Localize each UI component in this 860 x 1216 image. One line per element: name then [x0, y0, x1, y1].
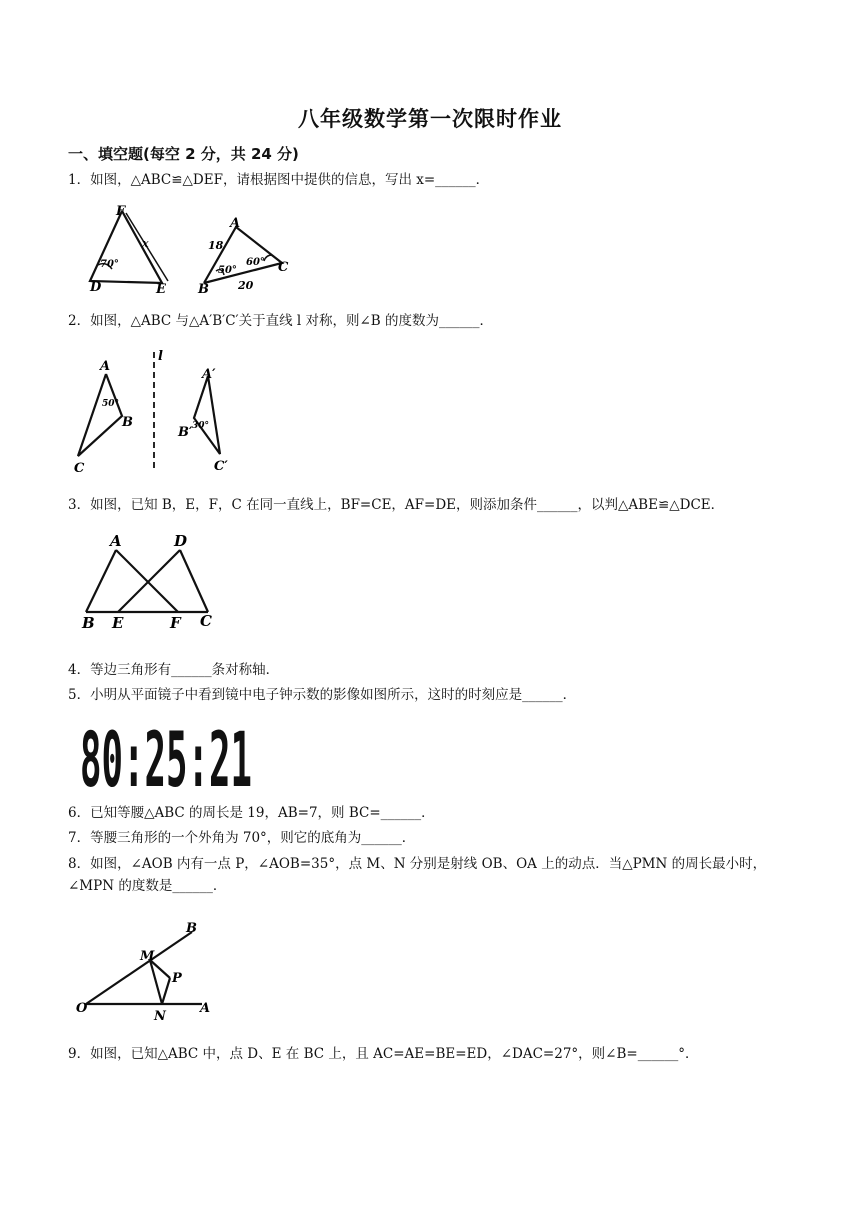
fig1-side-bc: 20: [238, 279, 254, 292]
figure-8: [74, 918, 214, 1022]
fig8-label-B: B: [186, 921, 197, 936]
fig3-label-D: D: [174, 532, 188, 550]
fig1-angle-c: 60°: [246, 257, 265, 268]
page-title: 八年级数学第一次限时作业: [298, 107, 562, 131]
question-5: 5．小明从平面镜子中看到镜中电子钟示数的影像如图所示，这时的时刻应是______．: [68, 687, 577, 703]
fig2-label-l: l: [158, 349, 163, 364]
fig1-label-F: F: [116, 204, 126, 219]
fig1-side-ab: 18: [208, 239, 224, 252]
question-4: 4．等边三角形有______条对称轴．: [68, 662, 280, 678]
fig1-label-D: D: [90, 280, 102, 295]
section-heading: 一、填空题(每空 2 分，共 24 分): [68, 145, 299, 163]
fig3-label-F: F: [170, 614, 181, 632]
question-6: 6．已知等腰△ABC 的周长是 19，AB=7，则 BC=______．: [68, 805, 435, 821]
fig1-label-A: A: [230, 216, 241, 231]
question-8: 8．如图，∠AOB 内有一点 P，∠AOB=35°，点 M、N 分别是射线 OB、OA 上的动点．当△PMN 的周长最小时，∠MPN 的度数是______．: [68, 856, 767, 894]
fig1-label-B: B: [198, 282, 209, 297]
fig2-label-C: C: [74, 461, 85, 476]
fig1-label-x: x: [142, 237, 149, 250]
fig2-angle-a: 50°: [102, 399, 120, 409]
fig2-label-A: A: [100, 359, 111, 374]
question-9: 9．如图，已知△ABC 中，点 D、E 在 BC 上，且 AC=AE=BE=ED，∠DAC=27°，则∠B=______°．: [68, 1046, 699, 1062]
fig1-label-C: C: [278, 260, 289, 275]
fig2-label-B: B: [122, 415, 133, 430]
fig8-label-A: A: [200, 1001, 211, 1016]
fig8-label-N: N: [154, 1009, 166, 1024]
question-7: 7．等腰三角形的一个外角为 70°，则它的底角为______．: [68, 830, 416, 846]
fig3-label-A: A: [110, 532, 122, 550]
figure-2: [66, 346, 256, 476]
fig2-label-A2: A′: [202, 367, 216, 382]
fig1-label-E: E: [156, 282, 166, 297]
question-2: 2．如图，△ABC 与△A′B′C′关于直线 l 对称，则∠B 的度数为______．: [68, 313, 494, 329]
fig2-label-B2: B′: [178, 425, 193, 440]
fig8-label-M: M: [140, 949, 155, 964]
question-1: 1．如图，△ABC≌△DEF，请根据图中提供的信息，写出 x=______．: [68, 172, 490, 188]
fig3-label-E: E: [112, 614, 124, 632]
clock-reading: 80:25:21: [80, 715, 252, 804]
fig3-label-B: B: [82, 614, 95, 632]
fig3-label-C: C: [200, 612, 212, 630]
question-3: 3．如图，已知 B，E，F，C 在同一直线上，BF=CE，AF=DE，则添加条件______，以判△ABE≌△DCE．: [68, 497, 725, 513]
figure-1: [80, 203, 300, 298]
fig1-angle-d: 70°: [100, 259, 119, 270]
fig8-label-O: O: [76, 1001, 88, 1016]
fig1-angle-b: 50°: [218, 265, 237, 276]
fig2-label-C2: C′: [214, 459, 228, 474]
fig8-label-P: P: [172, 971, 182, 986]
figure-3: [78, 528, 223, 632]
figure-5-clock: [80, 715, 255, 804]
fig2-angle-b2: 30°: [192, 421, 210, 431]
